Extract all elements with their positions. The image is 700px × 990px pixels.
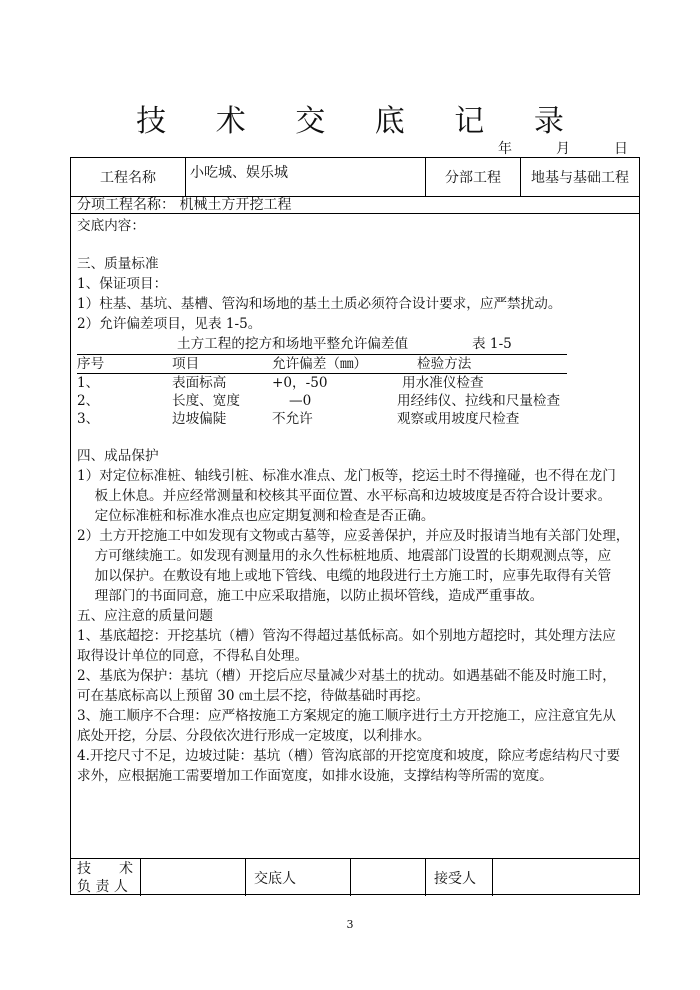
cell-item: 边坡偏陡 (172, 411, 227, 427)
section5-p3-line: 底处开挖，分层、分段依次进行形成一定坡度，以利排水。 (77, 728, 431, 744)
section5-p1-line: 1、基底超挖：开挖基坑（槽）管沟不得超过基低标高。如个别地方超挖时，其处理方法应 (77, 628, 616, 644)
table-row (77, 410, 567, 428)
section4-p1-line: 定位标准桩和标准水准点也应定期复测和检查是否正确。 (94, 508, 435, 524)
table-caption: 土方工程的挖方和场地平整允许偏差值 (177, 336, 409, 352)
handover-label: 交底人 (246, 859, 351, 896)
section4-heading: 四、成品保护 (77, 448, 159, 464)
table-caption-row (77, 334, 631, 354)
table-row (77, 374, 567, 392)
division-value: 地基与基础工程 (531, 170, 629, 186)
date-line (498, 138, 628, 158)
header-row (71, 158, 639, 197)
section5-heading: 五、应注意的质量问题 (77, 608, 213, 624)
date-month: 月 (556, 141, 570, 157)
col-header-method: 检验方法 (417, 356, 472, 372)
section4-p2-line: 加以保护。在敷设有地上或地下管线、电缆的地段进行土方施工时，应事先取得有关管 (94, 568, 612, 584)
division-label: 分部工程 (426, 158, 521, 196)
section4-p2-line: 理部门的书面同意，施工中应采取措施，以防止损坏管线，造成严重事故。 (94, 588, 544, 604)
receiver-signature[interactable] (493, 859, 639, 896)
tech-lead-line2: 负 责 人 (77, 878, 128, 895)
col-header-deviation: 允许偏差（㎜） (272, 356, 368, 372)
cell-no: 1、 (77, 375, 100, 391)
deviation-table (77, 354, 567, 428)
section5-p4-line: 求外，应根据施工需要增加工作面宽度，如排水设施，支撑结构等所需的宽度。 (77, 768, 553, 784)
cell-no: 3、 (77, 411, 100, 427)
tech-lead-label (71, 859, 141, 896)
section5-p2-line: 可在基底标高以上预留 30 ㎝土层不挖，待做基础时再挖。 (77, 688, 430, 704)
record-frame (70, 157, 640, 895)
section3-guarantee-item: 1）柱基、基坑、基槽、管沟和场地的基土土质必须符合设计要求，应严禁扰动。 (77, 296, 562, 312)
date-day: 日 (614, 141, 628, 157)
cell-item: 长度、宽度 (172, 393, 240, 409)
date-year: 年 (498, 141, 512, 157)
cell-no: 2、 (77, 393, 100, 409)
section3-allow: 2）允许偏差项目，见表 1-5。 (77, 316, 262, 332)
sub-project-row: 分项工程名称： 机械土方开挖工程 (71, 196, 639, 214)
section4-p1-line: 板上休息。并应经常测量和校核其平面位置、水平标高和边坡坡度是否符合设计要求。 (94, 488, 612, 504)
section5-p2-line: 2、基底为保护：基坑（槽）开挖后应尽量减少对基土的扰动。如遇基础不能及时施工时， (77, 668, 616, 684)
content-label: 交底内容： (77, 218, 145, 234)
signature-row (71, 858, 639, 896)
section5-p1-line: 取得设计单位的同意，不得私自处理。 (77, 648, 309, 664)
cell-method: 用水准仪检查 (402, 375, 484, 391)
section4-p2-line: 方可继续施工。如发现有测量用的永久性标桩地质、地震部门设置的长期观测点等，应 (94, 548, 612, 564)
project-name-label: 工程名称 (71, 158, 186, 196)
cell-deviation: +0，-50 (272, 375, 328, 391)
section5-p4-line: 4.开挖尺寸不足，边坡过陡：基坑（槽）管沟底部的开挖宽度和坡度，除应考虑结构尺寸要 (77, 748, 621, 764)
handover-signature[interactable] (351, 859, 426, 896)
cell-deviation: —0 (289, 393, 312, 409)
project-name-value: 小吃城、娱乐城 (186, 158, 426, 196)
section3-guarantee: 1、保证项目： (77, 276, 168, 292)
receiver-label: 接受人 (426, 859, 493, 896)
section4-p2-line: 2）土方开挖施工中如发现有文物或古墓等，应妥善保护，并应及时报请当地有关部门处理， (77, 528, 630, 544)
tech-lead-signature[interactable] (141, 859, 246, 896)
page-number: 3 (346, 918, 354, 931)
col-header-no: 序号 (77, 356, 105, 372)
disclosure-content (77, 216, 631, 786)
section3-heading: 三、质量标准 (77, 256, 159, 272)
col-header-item: 项目 (172, 356, 200, 372)
table-header-row (77, 354, 567, 374)
section5-p3-line: 3、施工顺序不合理：应严格按施工方案规定的施工顺序进行土方开挖施工，应注意宜先从 (77, 708, 616, 724)
cell-method: 用经纬仪、拉线和尺量检查 (397, 393, 561, 409)
document-title: 技 术 交 底 记 录 (136, 104, 584, 139)
tech-lead-line1: 技 术 (77, 860, 133, 877)
cell-item: 表面标高 (172, 375, 227, 391)
section4-p1-line: 1）对定位标准桩、轴线引桩、标准水准点、龙门板等，挖运土时不得撞碰，也不得在龙门 (77, 468, 616, 484)
table-number: 表 1-5 (472, 336, 512, 352)
table-row (77, 392, 567, 410)
cell-deviation: 不允许 (272, 411, 313, 427)
cell-method: 观察或用坡度尺检查 (397, 411, 520, 427)
